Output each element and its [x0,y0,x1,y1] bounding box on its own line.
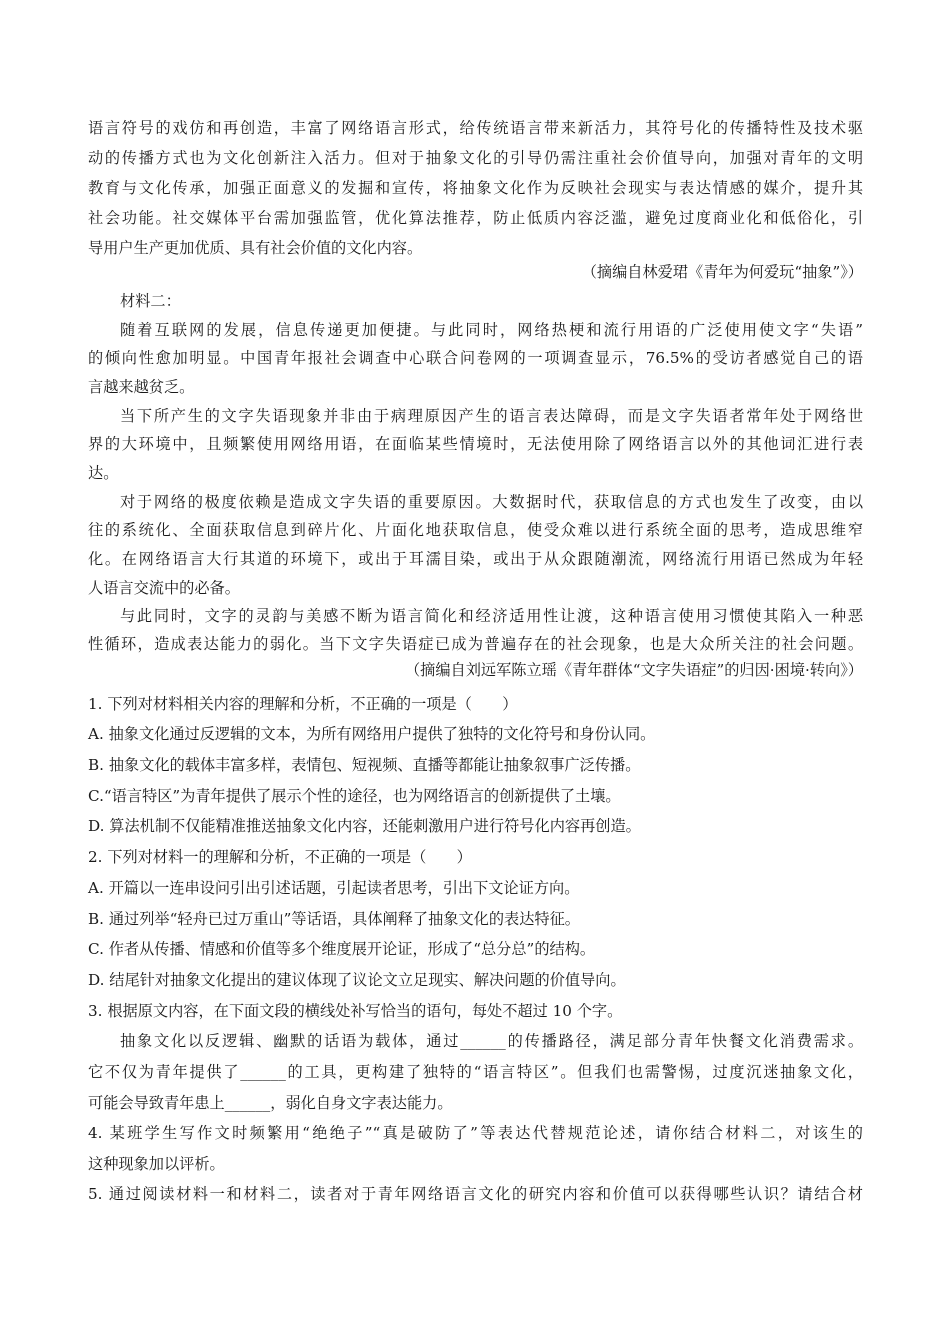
material1-line: 导用户生产更加优质、具有社会价值的文化内容。 [88,239,423,257]
material2-heading: 材料二： [120,292,181,310]
question-1-option-c: C.“语言特区”为青年提供了展示个性的途径，也为网络语言的创新提供了土壤。 [88,787,621,805]
material2-line: 化。在网络语言大行其道的环境下，或出于耳濡目染，或出于从众跟随潮流，网络流行用语已然成为年轻 [88,550,863,568]
material2-source: （摘编自刘远军陈立瑶《青年群体“文字失语症”的归因·困境·转向》） [404,661,863,679]
question-2-option-d: D. 结尾针对抽象文化提出的建议体现了议论文立足现实、解决问题的价值导向。 [88,971,626,989]
question-4-line: 这种现象加以评析。 [88,1155,225,1173]
material2-line: 对于网络的极度依赖是造成文字失语的重要原因。大数据时代，获取信息的方式也发生了改变，由以 [120,493,863,511]
material1-source: （摘编自林爱珺《青年为何爱玩“抽象”》） [581,263,863,281]
material2-line: 界的大环境中，且频繁使用网络用语，在面临某些情境时，无法使用除了网络语言以外的其他词汇进行表 [88,435,863,453]
question-3-stem: 3. 根据原文内容，在下面文段的横线处补写恰当的语句，每处不超过 10 个字。 [88,1002,623,1020]
material2-line: 性循环，造成表达能力的弱化。当下文字失语症已成为普遍存在的社会现象，也是大众所关注的社会问题。 [88,635,863,653]
question-5-line: 5. 通过阅读材料一和材料二，读者对于青年网络语言文化的研究内容和价值可以获得哪些认识？请结合材 [88,1185,863,1203]
material1-line: 社会功能。社交媒体平台需加强监管，优化算法推荐，防止低质内容泛滥，避免过度商业化和低俗化，引 [88,209,863,227]
question-4-line: 4. 某班学生写作文时频繁用“绝绝子”“真是破防了”等表达代替规范论述，请你结合材料二，对该生的 [88,1124,863,1142]
question-3-passage-line: 抽象文化以反逻辑、幽默的话语为载体，通过______的传播路径，满足部分青年快餐文化消费需求。 [120,1032,863,1050]
question-2-option-a: A. 开篇以一连串设问引出引述话题，引起读者思考，引出下文论证方向。 [88,879,580,897]
question-1-option-b: B. 抽象文化的载体丰富多样，表情包、短视频、直播等都能让抽象叙事广泛传播。 [88,756,641,774]
question-3-passage-line: 它不仅为青年提供了______的工具，更构建了独特的“语言特区”。但我们也需警惕，过度沉迷抽象文化， [88,1063,863,1081]
material1-line: 教育与文化传承，加强正面意义的发掘和宣传，将抽象文化作为反映社会现实与表达情感的媒介，提升其 [88,179,863,197]
question-1-option-d: D. 算法机制不仅能精准推送抽象文化内容，还能刺激用户进行符号化内容再创造。 [88,817,641,835]
question-2-option-b: B. 通过列举“轻舟已过万重山”等话语，具体阐释了抽象文化的表达特征。 [88,910,580,928]
material2-line: 随着互联网的发展，信息传递更加便捷。与此同时，网络热梗和流行用语的广泛使用使文字“失语” [120,321,863,339]
material2-line: 言越来越贫乏。 [88,378,195,396]
question-1-stem: 1. 下列对材料相关内容的理解和分析，不正确的一项是（ ） [88,695,518,713]
material2-line: 的倾向性愈加明显。中国青年报社会调查中心联合问卷网的一项调查显示，76.5%的受访者感觉自己的语 [88,349,863,367]
material2-line: 往的系统化、全面获取信息到碎片化、片面化地获取信息，使受众难以进行系统全面的思考，造成思维窄 [88,521,863,539]
question-1-option-a: A. 抽象文化通过反逻辑的文本，为所有网络用户提供了独特的文化符号和身份认同。 [88,725,656,743]
material2-line: 达。 [88,464,119,482]
material2-line: 当下所产生的文字失语现象并非由于病理原因产生的语言表达障碍，而是文字失语者常年处于网络世 [120,407,863,425]
material1-line: 语言符号的戏仿和再创造，丰富了网络语言形式，给传统语言带来新活力，其符号化的传播特性及技术驱 [88,119,863,137]
question-2-stem: 2. 下列对材料一的理解和分析，不正确的一项是（ ） [88,848,472,866]
material2-line: 人语言交流中的必备。 [88,579,240,597]
material1-line: 动的传播方式也为文化创新注入活力。但对于抽象文化的引导仍需注重社会价值导向，加强对青年的文明 [88,149,863,167]
question-3-passage-line: 可能会导致青年患上______，弱化自身文字表达能力。 [88,1094,453,1112]
question-2-option-c: C. 作者从传播、情感和价值等多个维度展开论证，形成了“总分总”的结构。 [88,940,596,958]
material2-line: 与此同时，文字的灵韵与美感不断为语言简化和经济适用性让渡，这种语言使用习惯使其陷入一种恶 [120,607,863,625]
